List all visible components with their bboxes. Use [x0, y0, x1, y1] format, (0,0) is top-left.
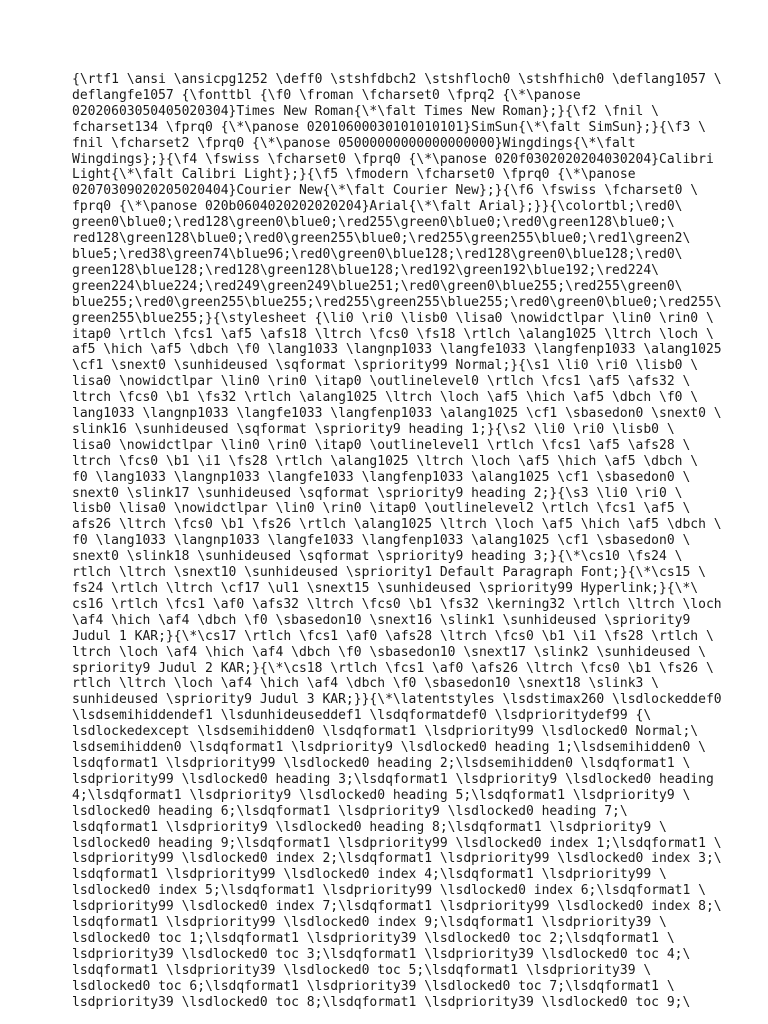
text-line: 02020603050405020304}Times New Roman{\*\falt Times New Roman};}{\f2 \fnil \: [72, 103, 659, 119]
text-line: blue255;\red0\green255\blue255;\red255\green255\blue255;\red0\green0\blue0;\red255\: [72, 294, 722, 310]
text-line: lsdpriority99 \lsdlocked0 heading 3;\lsdqformat1 \lsdpriority9 \lsdlocked0 heading: [72, 771, 714, 787]
text-line: lisa0 \nowidctlpar \lin0 \rin0 \itap0 \outlinelevel1 \rtlch \fcs1 \af5 \afs28 \: [72, 437, 691, 453]
text-line: \cf1 \snext0 \sunhideused \sqformat \spriority99 Normal;}{\s1 \li0 \ri0 \lisb0 \: [72, 358, 699, 374]
text-line: lisa0 \nowidctlpar \lin0 \rin0 \itap0 \outlinelevel0 \rtlch \fcs1 \af5 \afs32 \: [72, 374, 691, 390]
text-line: lsdqformat1 \lsdpriority99 \lsdlocked0 index 9;\lsdqformat1 \lsdpriority39 \: [72, 915, 667, 931]
text-line: ltrch \fcs0 \b1 \fs32 \rtlch \alang1025 \ltrch \loch \af5 \hich \af5 \dbch \f0 \: [72, 390, 699, 406]
text-line: snext0 \slink18 \sunhideused \sqformat \spriority9 heading 3;}{\*\cs10 \fs24 \: [72, 549, 683, 565]
text-line: rtlch \ltrch \snext10 \sunhideused \spriority1 Default Paragraph Font;}{\*\cs15 \: [72, 565, 706, 581]
text-line: 02070309020205020404}Courier New{\*\falt Courier New};}{\f6 \fswiss \fcharset0 \: [72, 183, 699, 199]
text-line: itap0 \rtlch \fcs1 \af5 \afs18 \ltrch \fcs0 \fs18 \rtlch \alang1025 \ltrch \loch \: [72, 326, 714, 342]
rtf-source-text: [72, 72, 722, 1010]
text-line: fnil \fcharset2 \fprq0 {\*\panose 05000000000000000000}Wingdings{\*\falt: [72, 135, 636, 151]
text-line: lsdqformat1 \lsdpriority39 \lsdlocked0 toc 5;\lsdqformat1 \lsdpriority39 \: [72, 962, 652, 978]
text-line: rtlch \ltrch \loch \af4 \hich \af4 \dbch \f0 \sbasedon10 \snext18 \slink3 \: [72, 676, 659, 692]
text-line: 4;\lsdqformat1 \lsdpriority9 \lsdlocked0 heading 5;\lsdqformat1 \lsdpriority9 \: [72, 787, 691, 803]
text-line: Judul 1 KAR;}{\*\cs17 \rtlch \fcs1 \af0 \afs28 \ltrch \fcs0 \b1 \i1 \fs28 \rtlch \: [72, 628, 714, 644]
text-line: lisb0 \lisa0 \nowidctlpar \lin0 \rin0 \itap0 \outlinelevel2 \rtlch \fcs1 \af5 \: [72, 501, 691, 517]
text-line: ltrch \fcs0 \b1 \i1 \fs28 \rtlch \alang1025 \ltrch \loch \af5 \hich \af5 \dbch \: [72, 453, 699, 469]
text-line: lsdpriority99 \lsdlocked0 index 2;\lsdqformat1 \lsdpriority99 \lsdlocked0 index 3;\: [72, 851, 722, 867]
text-line: fprq0 {\*\panose 020b0604020202020204}Arial{\*\falt Arial};}}{\colortbl;\red0\: [72, 199, 683, 215]
text-line: cs16 \rtlch \fcs1 \af0 \afs32 \ltrch \fcs0 \b1 \fs32 \kerning32 \rtlch \ltrch \loch: [72, 596, 722, 612]
text-line: lsdlocked0 heading 6;\lsdqformat1 \lsdpriority9 \lsdlocked0 heading 7;\: [72, 803, 628, 819]
text-line: green224\blue224;\red249\green249\blue251;\red0\green0\blue255;\red255\green0\: [72, 278, 683, 294]
text-line: ltrch \loch \af4 \hich \af4 \dbch \f0 \sbasedon10 \snext17 \slink2 \sunhideused \: [72, 644, 706, 660]
text-line: lsdpriority99 \lsdlocked0 index 7;\lsdqformat1 \lsdpriority99 \lsdlocked0 index 8;\: [72, 899, 722, 915]
text-line: f0 \lang1033 \langnp1033 \langfe1033 \langfenp1033 \alang1025 \cf1 \sbasedon0 \: [72, 469, 691, 485]
text-line: lsdlocked0 heading 9;\lsdqformat1 \lsdpriority99 \lsdlocked0 index 1;\lsdqformat1 \: [72, 835, 722, 851]
text-line: Wingdings};}{\f4 \fswiss \fcharset0 \fprq0 {\*\panose 020f0302020204030204}Calibri: [72, 151, 714, 167]
text-line: lsdlocked0 toc 1;\lsdqformat1 \lsdpriority39 \lsdlocked0 toc 2;\lsdqformat1 \: [72, 930, 675, 946]
text-line: fcharset134 \fprq0 {\*\panose 02010600030101010101}SimSun{\*\falt SimSun};}{\f3 \: [72, 119, 706, 135]
text-line: lsdqformat1 \lsdpriority99 \lsdlocked0 index 4;\lsdqformat1 \lsdpriority99 \: [72, 867, 667, 883]
text-line: green0\blue0;\red128\green0\blue0;\red255\green0\blue0;\red0\green128\blue0;\: [72, 215, 675, 231]
text-line: spriority9 Judul 2 KAR;}{\*\cs18 \rtlch \fcs1 \af0 \afs26 \ltrch \fcs0 \b1 \fs26 \: [72, 660, 714, 676]
text-line: lang1033 \langnp1033 \langfe1033 \langfenp1033 \alang1025 \cf1 \sbasedon0 \snext0 \: [72, 406, 722, 422]
text-line: lsdsemihidden0 \lsdqformat1 \lsdpriority9 \lsdlocked0 heading 1;\lsdsemihidden0 \: [72, 740, 706, 756]
text-line: red128\green128\blue0;\red0\green255\blue0;\red255\green255\blue0;\red1\green2\: [72, 231, 691, 247]
text-line: blue5;\red38\green74\blue96;\red0\green0\blue128;\red128\green0\blue128;\red0\: [72, 246, 683, 262]
text-line: lsdpriority39 \lsdlocked0 toc 3;\lsdqformat1 \lsdpriority39 \lsdlocked0 toc 4;\: [72, 946, 691, 962]
text-line: snext0 \slink17 \sunhideused \sqformat \spriority9 heading 2;}{\s3 \li0 \ri0 \: [72, 485, 683, 501]
text-line: afs26 \ltrch \fcs0 \b1 \fs26 \rtlch \alang1025 \ltrch \loch \af5 \hich \af5 \dbch \: [72, 517, 722, 533]
text-line: deflangfe1057 {\fonttbl {\f0 \froman \fcharset0 \fprq2 {\*\panose: [72, 87, 581, 103]
text-line: lsdlocked0 index 5;\lsdqformat1 \lsdpriority99 \lsdlocked0 index 6;\lsdqformat1 \: [72, 883, 706, 899]
text-line: green128\blue128;\red128\green128\blue128;\red192\green192\blue192;\red224\: [72, 262, 659, 278]
text-line: sunhideused \spriority9 Judul 3 KAR;}}{\*\latentstyles \lsdstimax260 \lsdlockeddef0: [72, 692, 722, 708]
text-line: lsdlocked0 toc 6;\lsdqformat1 \lsdpriority39 \lsdlocked0 toc 7;\lsdqformat1 \: [72, 978, 675, 994]
text-line: \lsdsemihiddendef1 \lsdunhideuseddef1 \lsdqformatdef0 \lsdprioritydef99 {\: [72, 708, 652, 724]
text-line: lsdlockedexcept \lsdsemihidden0 \lsdqformat1 \lsdpriority99 \lsdlocked0 Normal;\: [72, 724, 699, 740]
text-line: af5 \hich \af5 \dbch \f0 \lang1033 \langnp1033 \langfe1033 \langfenp1033 \alang1025: [72, 342, 722, 358]
text-line: fs24 \rtlch \ltrch \cf17 \ul1 \snext15 \sunhideused \spriority99 Hyperlink;}{\*\: [72, 581, 699, 596]
text-line: lsdqformat1 \lsdpriority99 \lsdlocked0 heading 2;\lsdsemihidden0 \lsdqformat1 \: [72, 755, 691, 771]
text-line: green255\blue255;}{\stylesheet {\li0 \ri0 \lisb0 \lisa0 \nowidctlpar \lin0 \rin0 \: [72, 310, 714, 326]
text-line: f0 \lang1033 \langnp1033 \langfe1033 \langfenp1033 \alang1025 \cf1 \sbasedon0 \: [72, 533, 691, 549]
text-line: {\rtf1 \ansi \ansicpg1252 \deff0 \stshfdbch2 \stshfloch0 \stshfhich0 \deflang1057 \: [72, 72, 722, 87]
text-line: Light{\*\falt Calibri Light};}{\f5 \fmodern \fcharset0 \fprq0 {\*\panose: [72, 167, 636, 183]
text-line: \af4 \hich \af4 \dbch \f0 \sbasedon10 \snext16 \slink1 \sunhideused \spriority9: [72, 612, 691, 628]
text-line: slink16 \sunhideused \sqformat \spriority9 heading 1;}{\s2 \li0 \ri0 \lisb0 \: [72, 421, 675, 437]
text-line: lsdpriority39 \lsdlocked0 toc 8;\lsdqformat1 \lsdpriority39 \lsdlocked0 toc 9;\: [72, 994, 691, 1010]
text-line: lsdqformat1 \lsdpriority9 \lsdlocked0 heading 8;\lsdqformat1 \lsdpriority9 \: [72, 819, 667, 835]
